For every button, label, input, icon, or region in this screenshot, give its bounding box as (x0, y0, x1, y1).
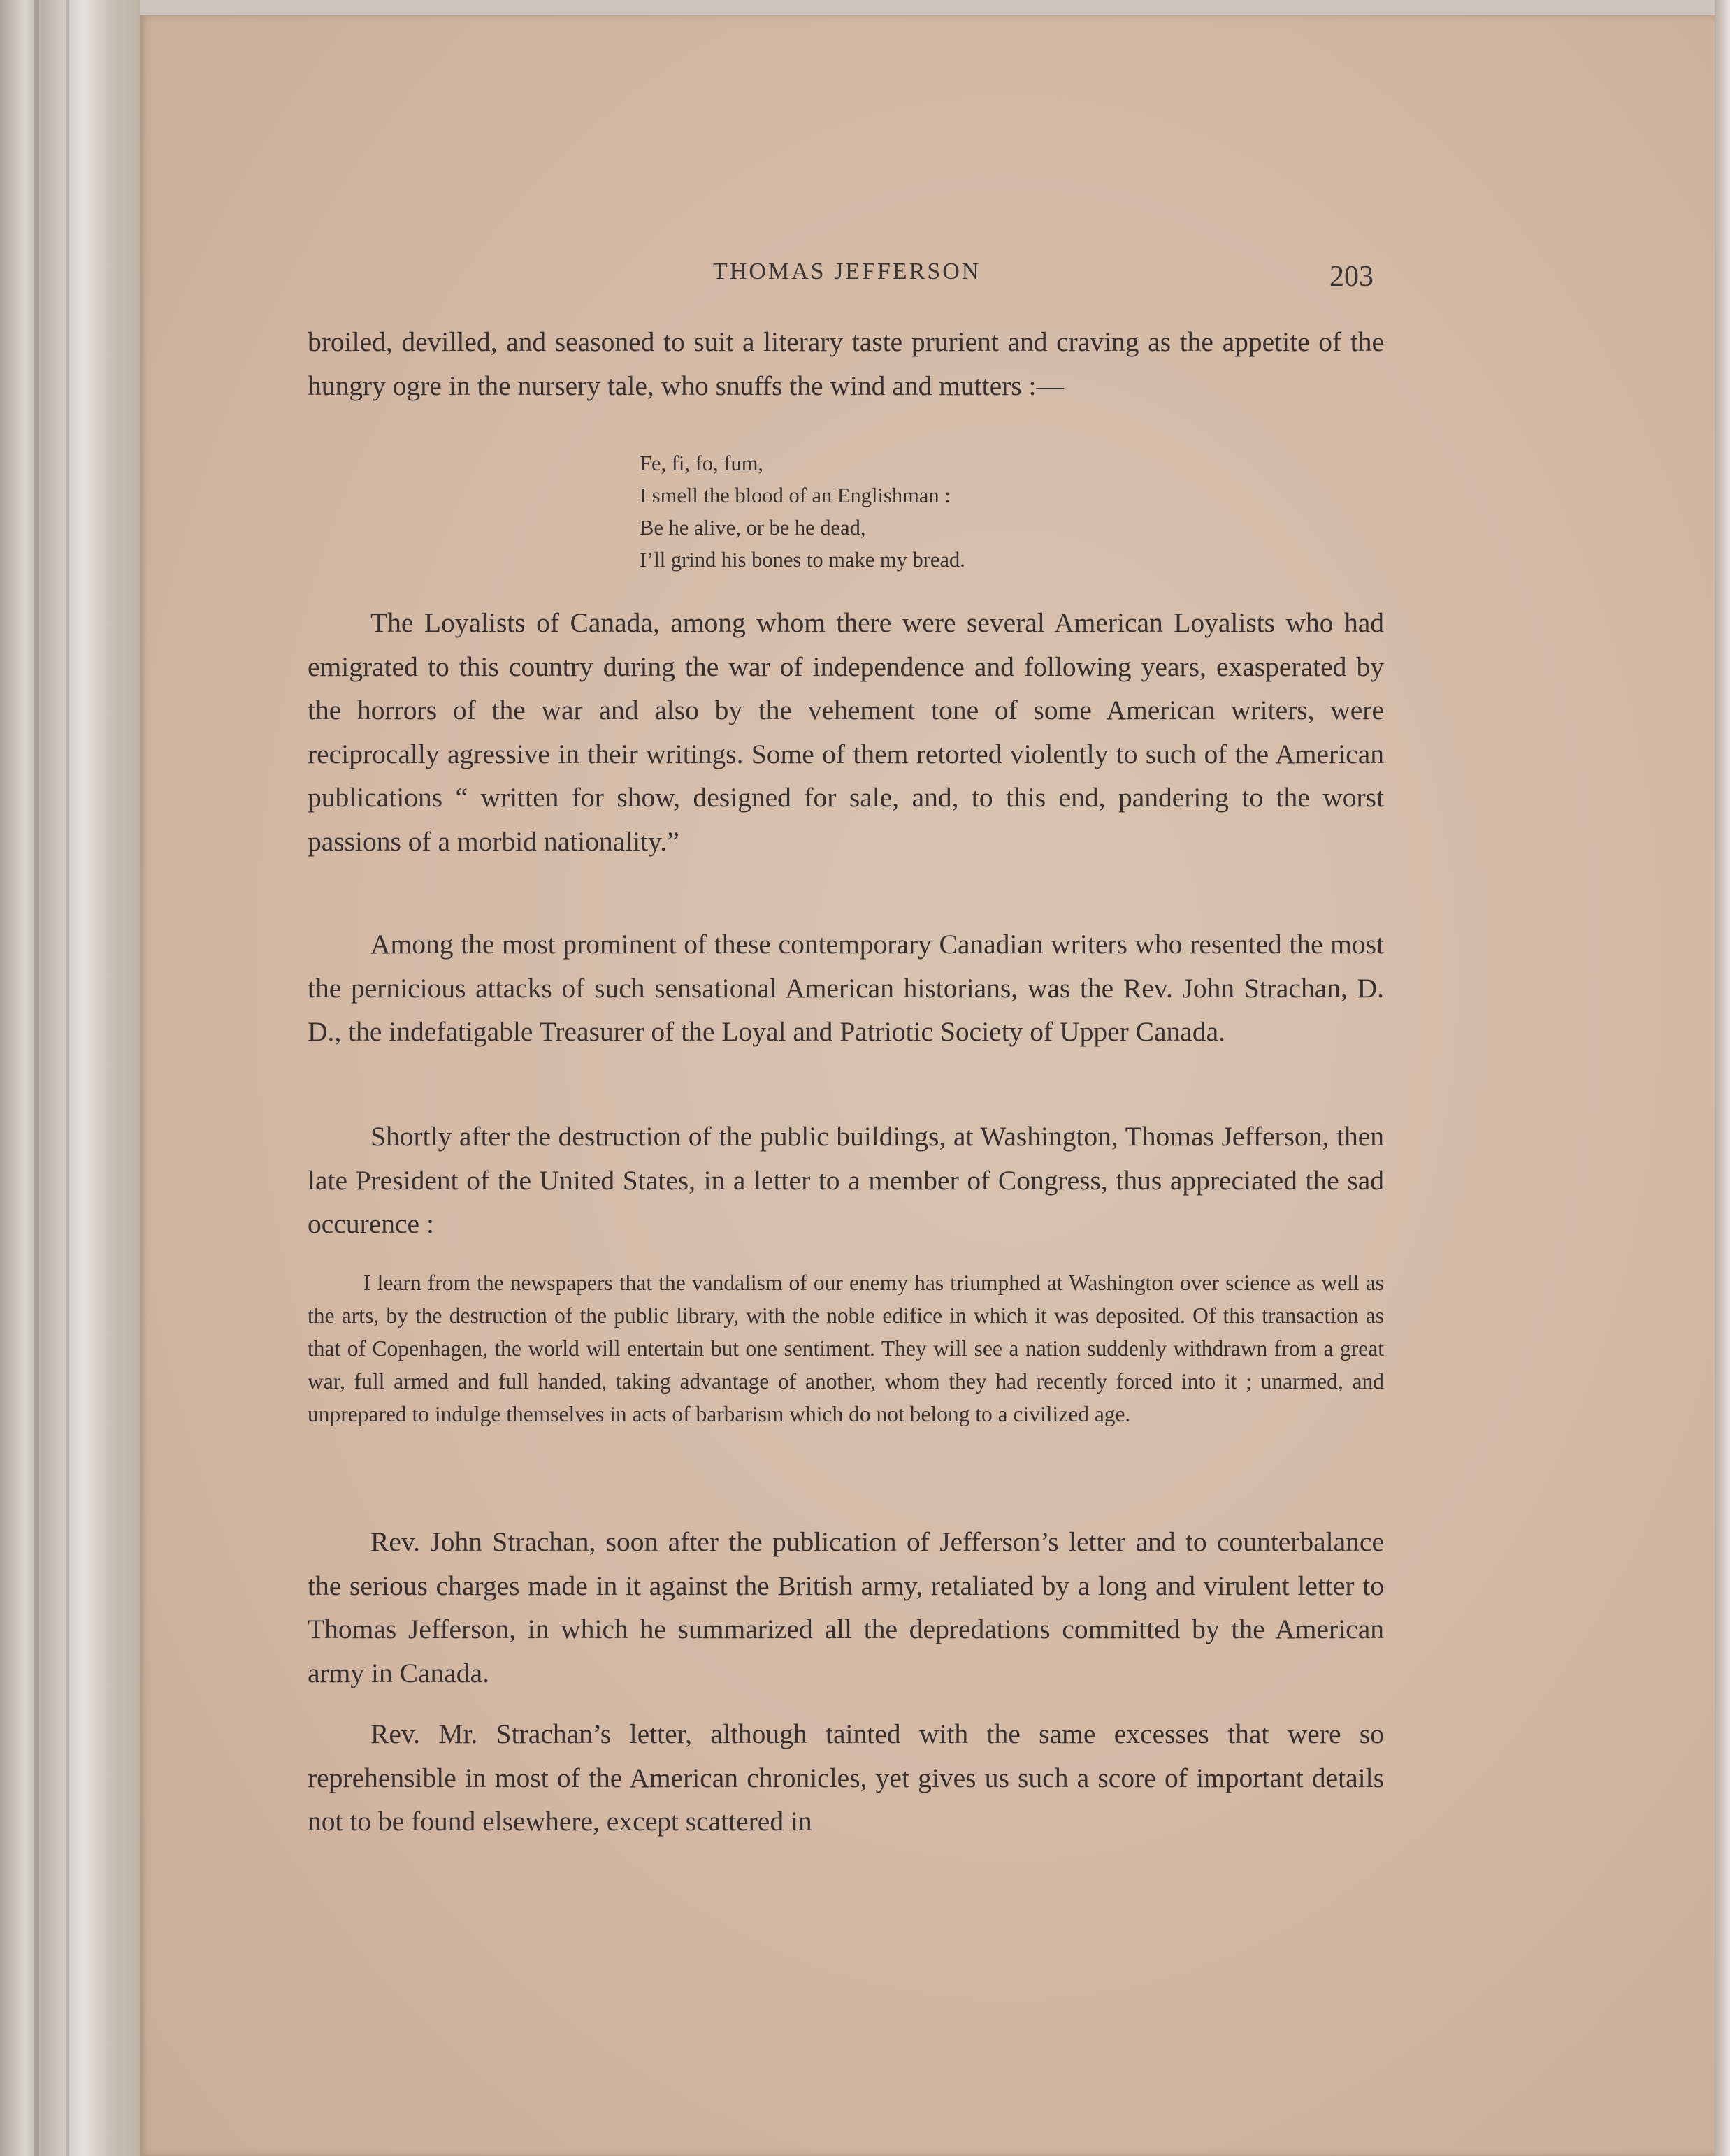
paragraph-4: Shortly after the destruction of the public buildings, at Washington, Thomas Jefferson, then late President of the United States, in a letter to a member of Congress, thus appreciated the sad occurence : (308, 1121, 1384, 1239)
binding-shadow-line (66, 0, 69, 2156)
text-block-2 (308, 601, 1384, 863)
quote-block (308, 1266, 1384, 1431)
paragraph-3: Among the most prominent of these contemporary Canadian writers who resented the most the pernicious attacks of such sensational American historians, was the Rev. John Strachan, D. D., the indefatigable Treasurer of the Loyal and Patriotic Society of Upper Canada. (308, 929, 1384, 1047)
page-number: 203 (1329, 261, 1374, 293)
running-title: THOMAS JEFFERSON (713, 259, 981, 284)
verse-line-1: Fe, fi, fo, fum, (640, 451, 764, 475)
page-right-edge (1715, 0, 1730, 2156)
paragraph-5: Rev. John Strachan, soon after the publication of Jefferson’s letter and to counterbalance the serious charges made in it against the British army, retaliated by a long and virulent letter to Thomas Jefferson, in which he summarized all the depredations committed by the American army in Canada. (308, 1526, 1384, 1688)
binding-shadow-line (34, 0, 39, 2156)
verse-line-3: Be he alive, or be he dead, (640, 516, 866, 540)
text-block-1 (308, 320, 1384, 407)
verse-line-2: I smell the blood of an Englishman : (640, 484, 951, 507)
book-binding-edge (0, 0, 140, 2156)
text-block-3 (308, 923, 1384, 1054)
paragraph-1: broiled, devilled, and seasoned to suit a literary taste prurient and craving as the appetite of the hungry ogre in the nursery tale, who snuffs the wind and mutters :— (308, 326, 1384, 401)
paragraph-2: The Loyalists of Canada, among whom there were several American Loyalists who had emigrated to this country during the war of independence and following years, exasperated by the horrors of the war and also by the vehement tone of some American writers, were reciprocally agressive in their writings. Some of them retorted violently to such of the American publications “ written for show, designed for sale, and, to this end, pandering to the worst passions of a morbid nationality.” (308, 607, 1384, 857)
verse-block (640, 447, 965, 576)
text-block-5 (308, 1520, 1384, 1695)
jefferson-letter-quote: I learn from the newspapers that the vandalism of our enemy has triumphed at Washington over science as well as the arts, by the destruction of the public library, with the noble edifice in which it was deposited. Of this transaction as that of Copenhagen, the world will entertain but one sentiment. They will see a nation suddenly withdrawn from a great war, full armed and full handed, taking advantage of another, whom they had recently forced into it ; unarmed, and unprepared to indulge themselves in acts of barbarism which do not belong to a civilized age. (308, 1271, 1384, 1426)
paragraph-6: Rev. Mr. Strachan’s letter, although tainted with the same excesses that were so reprehensible in most of the American chronicles, yet gives us such a score of important details not to be found elsewhere, except scattered in (308, 1719, 1384, 1837)
verse-line-4: I’ll grind his bones to make my bread. (640, 548, 965, 572)
text-block-6 (308, 1712, 1384, 1844)
text-block-4 (308, 1115, 1384, 1246)
